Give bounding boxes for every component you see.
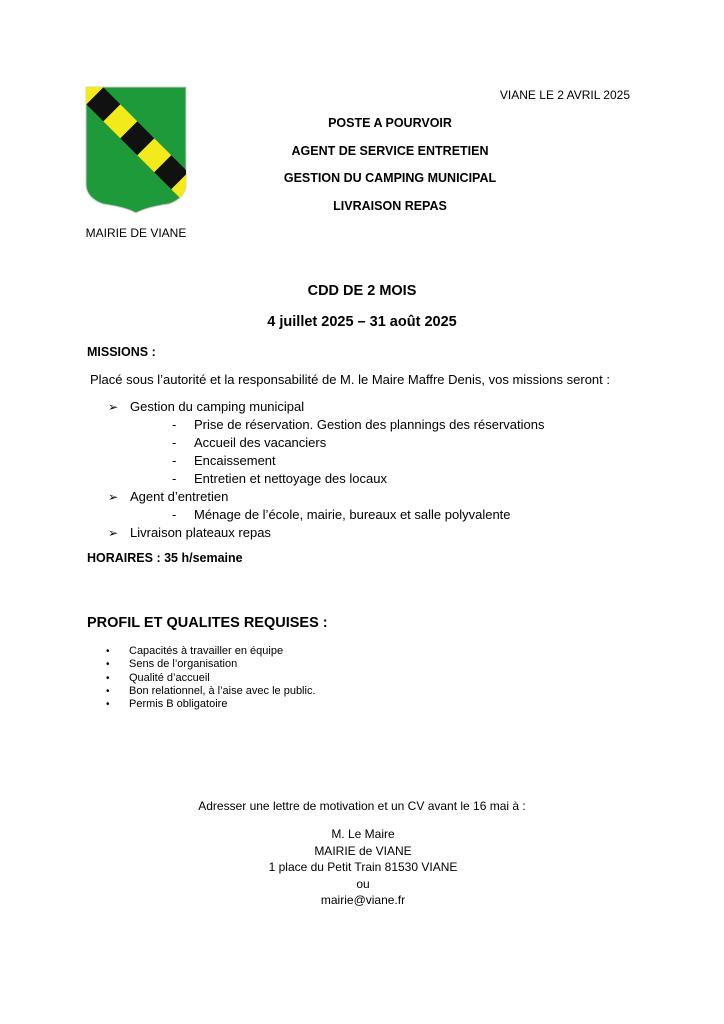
contract-type: CDD DE 2 MOIS	[307, 283, 417, 299]
dot-bullet-icon: •	[106, 685, 110, 697]
mission-group-label: Gestion du camping municipal	[130, 399, 305, 414]
mission-item-label: Encaissement	[194, 453, 276, 468]
mission-item-label: Ménage de l’école, mairie, bureaux et salle polyvalente	[194, 507, 511, 522]
dot-bullet-icon: •	[106, 646, 110, 657]
mission-item	[108, 452, 544, 470]
list-item	[106, 685, 316, 698]
arrow-bullet-icon: ➢	[108, 400, 119, 414]
mission-item	[108, 434, 544, 452]
arrow-bullet-icon: ➢	[108, 526, 119, 540]
dot-bullet-icon: •	[106, 672, 110, 684]
work-hours: HORAIRES : 35 h/semaine	[87, 551, 243, 565]
dash-bullet-icon: -	[172, 471, 177, 486]
list-item	[106, 672, 316, 685]
dash-bullet-icon: -	[172, 417, 177, 432]
application-address	[240, 826, 486, 909]
address-line: MAIRIE de VIANE	[314, 843, 412, 858]
address-line: 1 place du Petit Train 81530 VIANE	[268, 860, 458, 874]
mission-group-label: Livraison plateaux repas	[130, 525, 271, 540]
arrow-bullet-icon: ➢	[108, 490, 119, 504]
heading-line: POSTE A POURVOIR	[328, 116, 452, 130]
mission-group	[108, 398, 544, 416]
email-address: mairie@viane.fr	[320, 893, 406, 907]
profil-item-label: Capacités à travailler en équipe	[129, 645, 284, 657]
mission-item	[108, 416, 544, 434]
dash-bullet-icon: -	[172, 453, 177, 468]
mission-item-label: Entretien et nettoyage des locaux	[194, 471, 387, 486]
missions-intro: Placé sous l’autorité et la responsabilité de M. le Maire Maffre Denis, vos missions seront :	[90, 372, 610, 387]
mission-group	[108, 488, 544, 506]
application-instruction: Adresser une lettre de motivation et un CV avant le 16 mai à :	[198, 799, 526, 813]
posting-heading	[200, 116, 580, 226]
list-item	[106, 698, 316, 711]
dot-bullet-icon: •	[106, 659, 110, 671]
document-date: VIANE LE 2 AVRIL 2025	[499, 88, 630, 102]
address-line: M. Le Maire	[331, 827, 395, 841]
coat-of-arms-icon	[85, 86, 187, 214]
heading-line: AGENT DE SERVICE ENTRETIEN	[291, 143, 489, 158]
dash-bullet-icon: -	[172, 507, 177, 522]
organization-name: MAIRIE DE VIANE	[85, 226, 187, 240]
mission-group	[108, 524, 544, 542]
missions-title: MISSIONS :	[87, 345, 156, 359]
profil-item-label: Qualité d’accueil	[129, 671, 210, 684]
dot-bullet-icon: •	[106, 699, 110, 711]
profil-item-label: Bon relationnel, à l’aise avec le public.	[129, 684, 316, 697]
dash-bullet-icon: -	[172, 435, 177, 450]
profil-title: PROFIL ET QUALITES REQUISES :	[87, 615, 328, 631]
mission-item-label: Prise de réservation. Gestion des plannings des réservations	[194, 417, 545, 432]
profil-item-label: Permis B obligatoire	[129, 698, 228, 711]
mission-item	[108, 506, 544, 524]
list-item	[106, 645, 316, 658]
heading-line: LIVRAISON REPAS	[333, 198, 447, 213]
mission-item	[108, 470, 544, 488]
mission-item-label: Accueil des vacanciers	[194, 435, 327, 450]
mission-group-label: Agent d’entretien	[130, 489, 229, 504]
contract-period: 4 juillet 2025 – 31 août 2025	[267, 314, 457, 330]
profil-list	[106, 645, 316, 711]
list-item	[106, 658, 316, 671]
heading-line: GESTION DU CAMPING MUNICIPAL	[283, 171, 497, 185]
profil-item-label: Sens de l’organisation	[129, 658, 238, 671]
address-line: ou	[356, 876, 370, 891]
missions-list	[108, 398, 544, 542]
